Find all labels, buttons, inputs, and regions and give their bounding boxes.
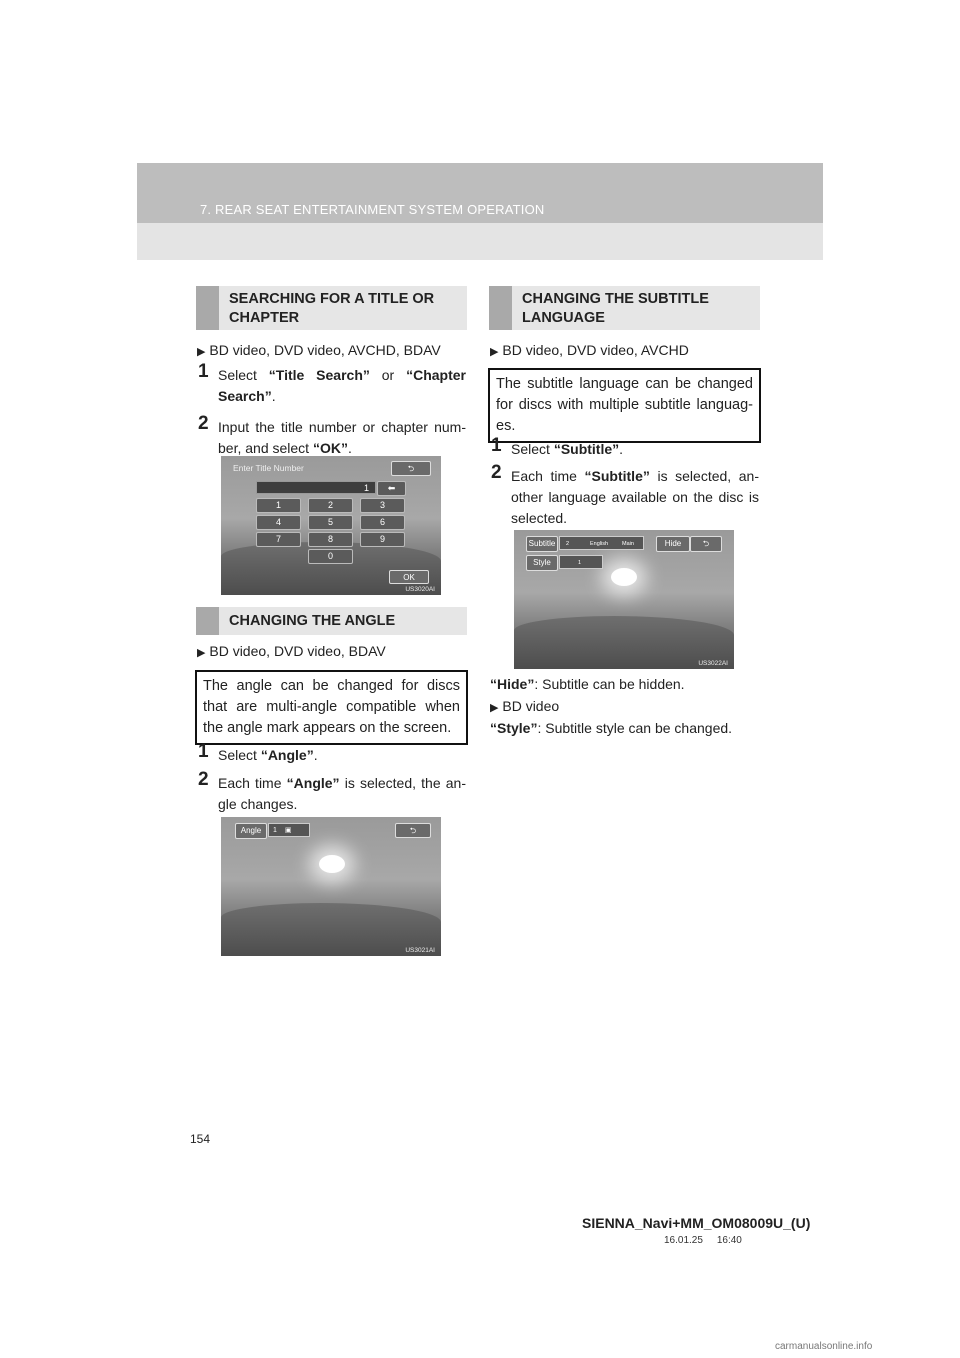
hide-button[interactable]: Hide bbox=[656, 536, 690, 552]
style-description: “Style”: Subtitle style can be changed. bbox=[490, 720, 733, 736]
media-list: ▶ BD video bbox=[490, 698, 560, 714]
section-heading-angle bbox=[196, 607, 467, 635]
angle-button[interactable]: Angle bbox=[235, 823, 267, 839]
back-button[interactable]: ⮌ bbox=[391, 461, 431, 476]
step-number: 2 bbox=[198, 413, 209, 434]
number-entry-field[interactable]: 1 bbox=[256, 481, 376, 494]
heading-bar bbox=[196, 286, 219, 330]
heading-bar bbox=[196, 607, 219, 635]
info-note: The subtitle language can be changed for discs with multiple subtitle languag-es. bbox=[488, 368, 761, 443]
section-heading-subtitle bbox=[489, 286, 760, 330]
step-number: 2 bbox=[198, 769, 209, 790]
back-button[interactable]: ⮌ bbox=[395, 823, 431, 838]
angle-value-display: 1 ▣ bbox=[268, 823, 310, 837]
chapter-title: 7. REAR SEAT ENTERTAINMENT SYSTEM OPERATION bbox=[200, 202, 545, 217]
heading-bar bbox=[489, 286, 512, 330]
figure-code: US3021AI bbox=[405, 947, 435, 954]
hide-description: “Hide”: Subtitle can be hidden. bbox=[490, 676, 685, 692]
triangle-icon: ▶ bbox=[490, 702, 499, 714]
subtitle-screen bbox=[514, 530, 734, 669]
key-button[interactable]: 6 bbox=[360, 515, 405, 530]
key-button[interactable]: 1 bbox=[256, 498, 301, 513]
key-button[interactable]: 8 bbox=[308, 532, 353, 547]
ok-button[interactable]: OK bbox=[389, 570, 429, 584]
section-title: CHANGING THE ANGLE bbox=[229, 613, 396, 629]
step-number: 1 bbox=[198, 361, 209, 382]
style-value-display: 1 bbox=[559, 555, 603, 569]
key-button[interactable]: 7 bbox=[256, 532, 301, 547]
section-heading-search bbox=[196, 286, 467, 330]
style-button[interactable]: Style bbox=[526, 555, 558, 571]
section-title: CHANGING THE SUBTITLE LANGUAGE bbox=[522, 291, 709, 326]
camera-angle-icon: ▣ bbox=[284, 827, 292, 834]
subtitle-info-display: 2 English Main bbox=[559, 536, 644, 550]
media-list: ▶ BD video, DVD video, BDAV bbox=[197, 643, 386, 659]
key-button[interactable]: 4 bbox=[256, 515, 301, 530]
watermark: carmanualsonline.info bbox=[775, 1341, 873, 1352]
triangle-icon: ▶ bbox=[197, 346, 206, 358]
section-title: SEARCHING FOR A TITLE OR CHAPTER bbox=[229, 291, 435, 326]
key-button[interactable]: 3 bbox=[360, 498, 405, 513]
timestamp: 16.01.25 16:40 bbox=[664, 1235, 742, 1246]
key-button[interactable]: 5 bbox=[308, 515, 353, 530]
figure-code: US3020AI bbox=[405, 586, 435, 593]
back-button[interactable]: ⮌ bbox=[690, 536, 722, 552]
sun-image bbox=[319, 855, 345, 873]
info-note: The angle can be changed for discs that are multi-angle compatible when the angle mark appears on the screen. bbox=[195, 670, 468, 745]
step-number: 2 bbox=[491, 462, 502, 483]
triangle-icon: ▶ bbox=[197, 647, 206, 659]
header-subband bbox=[137, 223, 823, 260]
subtitle-button[interactable]: Subtitle bbox=[526, 536, 558, 552]
page-number: 154 bbox=[190, 1132, 211, 1146]
step-number: 1 bbox=[491, 435, 502, 456]
key-button[interactable]: 0 bbox=[308, 549, 353, 564]
step-number: 1 bbox=[198, 741, 209, 762]
title-number-screen bbox=[221, 456, 441, 595]
media-list: ▶ BD video, DVD video, AVCHD, BDAV bbox=[197, 342, 441, 358]
document-id: SIENNA_Navi+MM_OM08009U_(U) bbox=[582, 1215, 811, 1231]
key-button[interactable]: 2 bbox=[308, 498, 353, 513]
figure-code: US3022AI bbox=[698, 660, 728, 667]
screen-title: Enter Title Number bbox=[233, 463, 304, 473]
backspace-button[interactable]: ⬅ bbox=[377, 481, 406, 496]
triangle-icon: ▶ bbox=[490, 346, 499, 358]
key-button[interactable]: 9 bbox=[360, 532, 405, 547]
sun-image bbox=[611, 568, 637, 586]
media-list: ▶ BD video, DVD video, AVCHD bbox=[490, 342, 689, 358]
angle-screen bbox=[221, 817, 441, 956]
